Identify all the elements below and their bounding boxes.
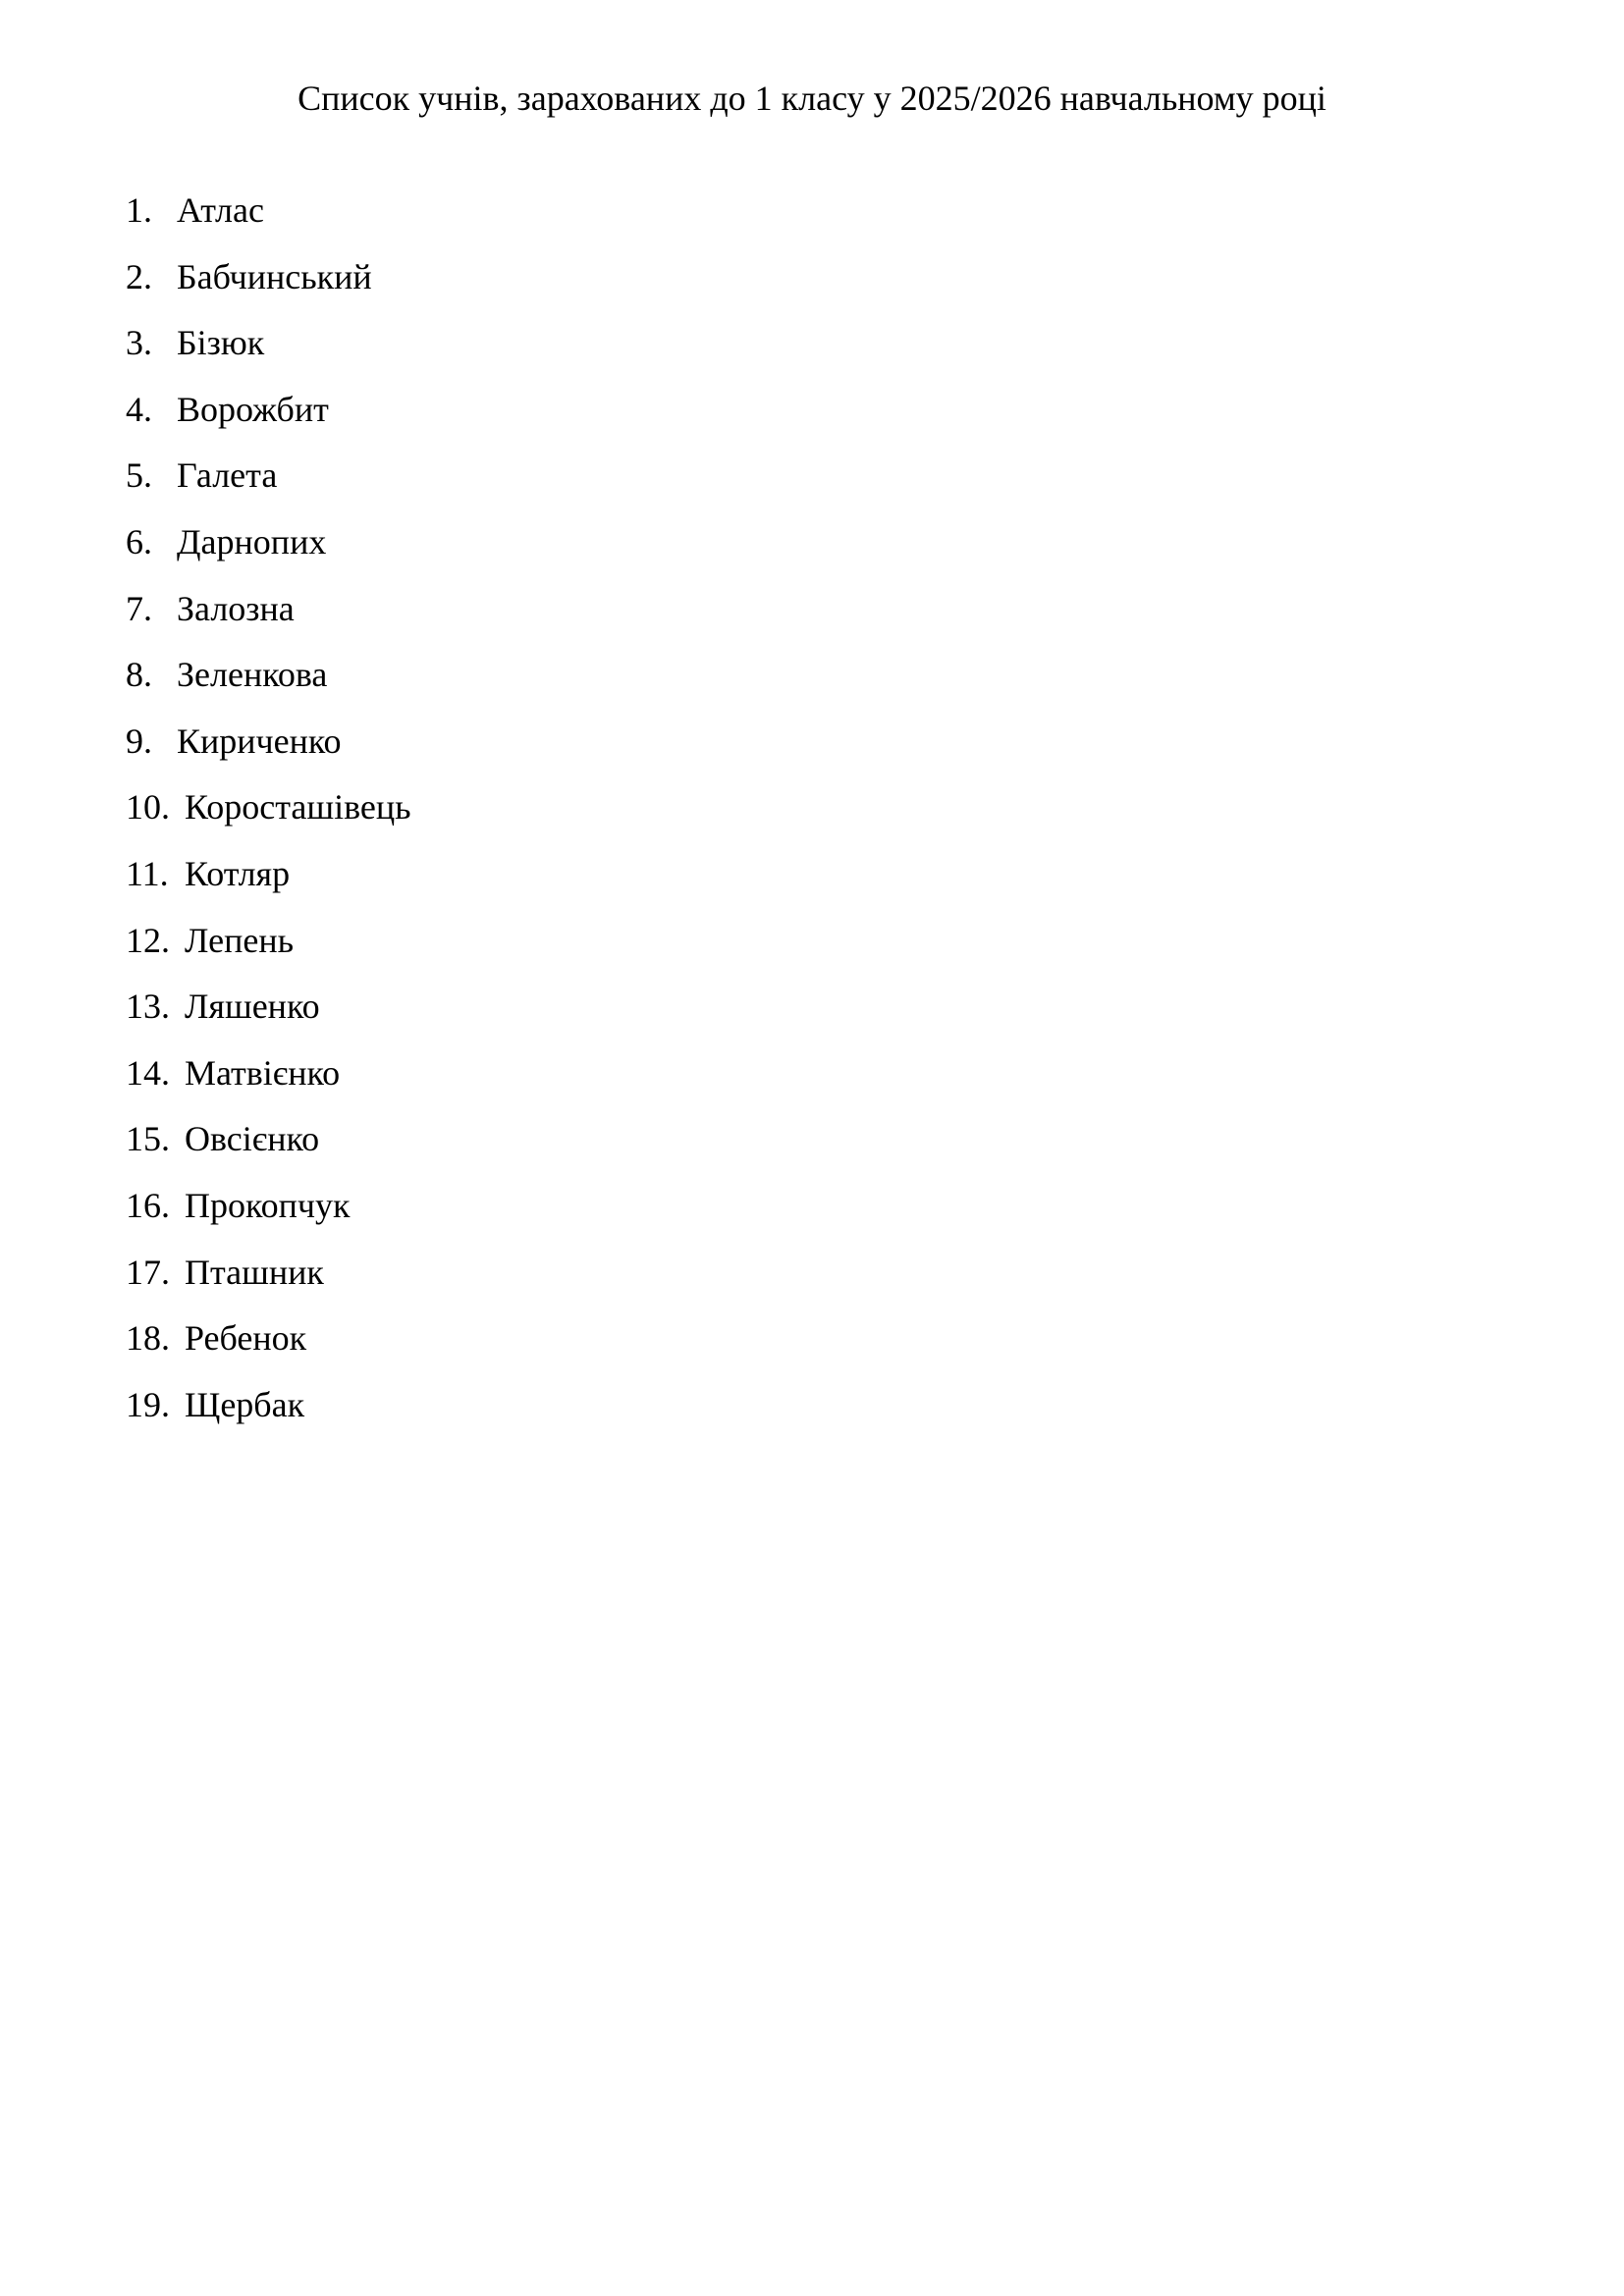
- student-number: 13.: [126, 987, 170, 1027]
- student-list-item: [126, 850, 411, 917]
- student-list-item: [126, 917, 411, 984]
- student-surname: Овсієнко: [185, 1119, 320, 1159]
- student-surname: Бізюк: [177, 323, 265, 363]
- student-surname: Атлас: [177, 190, 264, 230]
- student-surname: Котляр: [185, 853, 291, 893]
- student-list-item: [126, 983, 411, 1049]
- student-number: 8.: [126, 655, 152, 695]
- student-list-item: [126, 718, 411, 784]
- student-number: 5.: [126, 455, 152, 496]
- student-list-item: [126, 1249, 411, 1315]
- student-number: 18.: [126, 1318, 170, 1359]
- student-list-item: [126, 319, 411, 386]
- student-list-item: [126, 452, 411, 518]
- student-surname: Зеленкова: [177, 655, 328, 695]
- student-list-item: [126, 386, 411, 453]
- student-number: 7.: [126, 588, 152, 628]
- student-number: 2.: [126, 256, 152, 296]
- student-surname: Кириченко: [177, 721, 342, 761]
- student-surname: Ребенок: [185, 1318, 307, 1359]
- student-list-item: [126, 585, 411, 652]
- student-surname: Щербак: [185, 1384, 305, 1424]
- document-title: Список учнів, зарахованих до 1 класу у 2025/2026 навчальному році: [298, 79, 1326, 118]
- student-surname: Прокопчук: [185, 1185, 351, 1225]
- student-list-item: [126, 518, 411, 585]
- student-surname: Матвієнко: [185, 1052, 341, 1093]
- student-surname: Дарнопих: [177, 521, 327, 561]
- student-surname: Ляшенко: [185, 987, 320, 1027]
- student-number: 3.: [126, 323, 152, 363]
- student-surname: Пташник: [185, 1252, 324, 1292]
- student-surname: Ворожбит: [177, 389, 329, 429]
- student-list-item: [126, 253, 411, 320]
- student-number: 4.: [126, 389, 152, 429]
- student-list-item: [126, 783, 411, 850]
- student-number: 19.: [126, 1384, 170, 1424]
- student-number: 11.: [126, 853, 169, 893]
- student-number: 10.: [126, 787, 170, 828]
- student-list-item: [126, 1049, 411, 1116]
- student-list-item: [126, 1314, 411, 1381]
- student-number: 16.: [126, 1185, 170, 1225]
- student-number: 12.: [126, 920, 170, 960]
- student-list-item: [126, 1381, 411, 1448]
- student-number: 14.: [126, 1052, 170, 1093]
- student-surname: Лепень: [185, 920, 295, 960]
- student-surname: Залозна: [177, 588, 295, 628]
- student-number: 1.: [126, 190, 152, 230]
- student-number: 15.: [126, 1119, 170, 1159]
- student-number: 6.: [126, 521, 152, 561]
- student-number: 17.: [126, 1252, 170, 1292]
- student-list: [126, 187, 411, 1447]
- student-list-item: [126, 651, 411, 718]
- student-list-item: [126, 1115, 411, 1182]
- student-list-item: [126, 1182, 411, 1249]
- student-list-item: [126, 187, 411, 253]
- student-surname: Короcташівець: [185, 787, 411, 828]
- student-surname: Бабчинський: [177, 256, 372, 296]
- student-surname: Галета: [177, 455, 278, 496]
- student-number: 9.: [126, 721, 152, 761]
